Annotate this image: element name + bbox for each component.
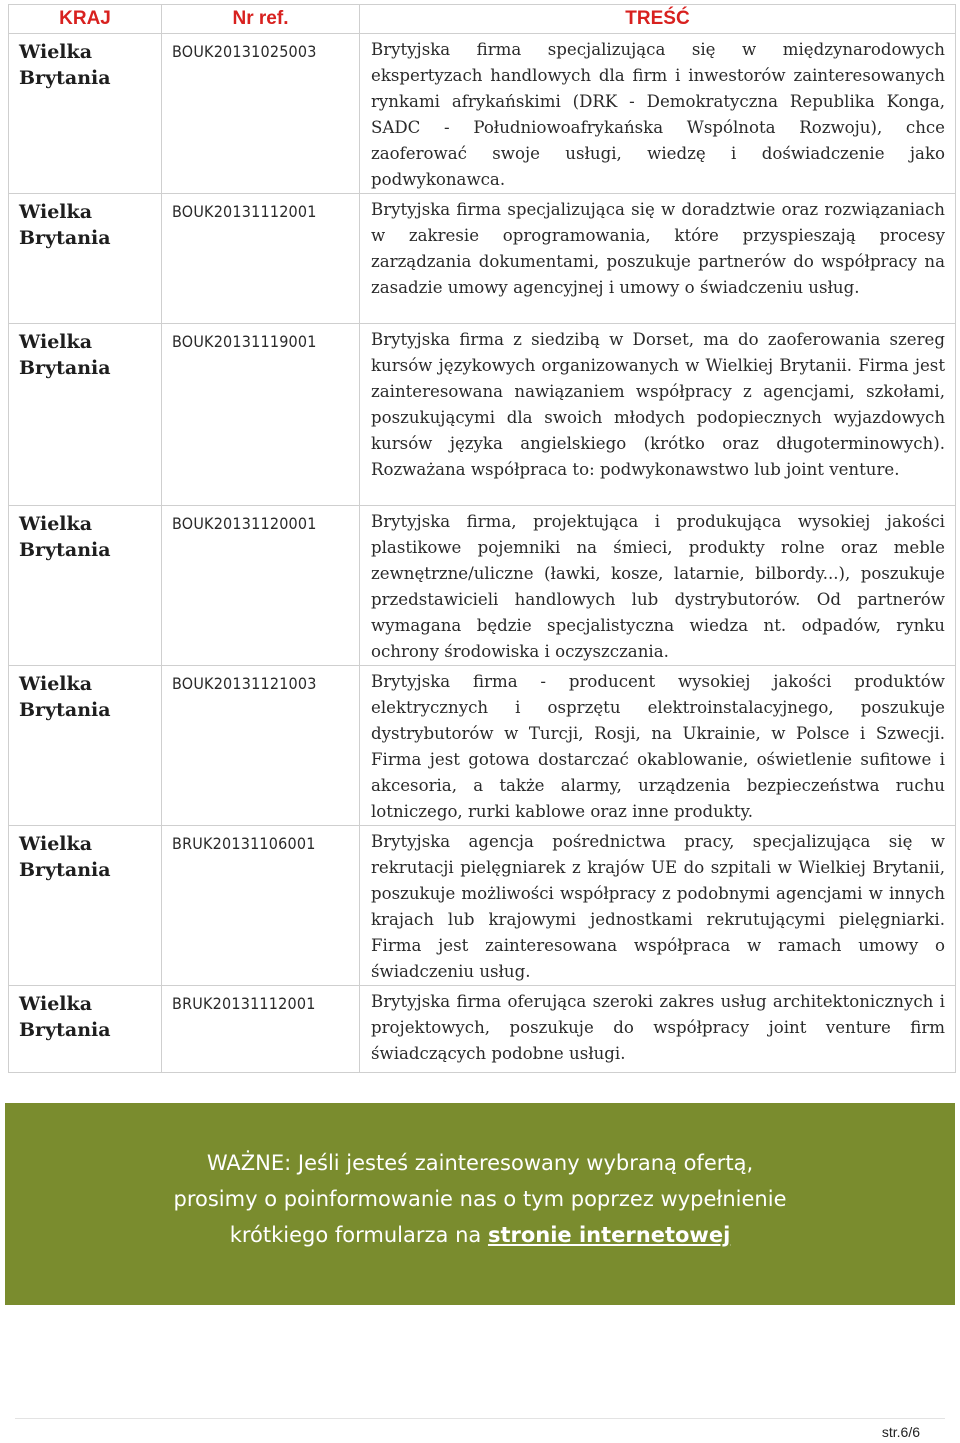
table-row bbox=[9, 506, 956, 666]
ref-cell: BOUK20131120001 bbox=[162, 506, 360, 666]
country-cell: Wielka Brytania bbox=[9, 666, 162, 826]
page-number: str.6/6 bbox=[881, 1424, 920, 1440]
header-ref: Nr ref. bbox=[162, 5, 360, 34]
ref-cell: BRUK20131106001 bbox=[162, 826, 360, 986]
table-row bbox=[9, 666, 956, 826]
country-cell: Wielka Brytania bbox=[9, 506, 162, 666]
banner-text bbox=[5, 1145, 955, 1253]
footer-divider bbox=[15, 1418, 945, 1419]
banner-line-3-prefix: krótkiego formularza na bbox=[229, 1223, 482, 1247]
banner-line-2: prosimy o poinformowanie nas o tym poprzez wypełnienie bbox=[173, 1187, 787, 1211]
header-content: TREŚĆ bbox=[360, 5, 956, 34]
country-cell: Wielka Brytania bbox=[9, 324, 162, 506]
ref-cell: BOUK20131119001 bbox=[162, 324, 360, 506]
table-header-row bbox=[9, 5, 956, 34]
content-cell: Brytyjska firma z siedzibą w Dorset, ma do zaoferowania szereg kursów językowych organizowanych w Wielkiej Brytanii. Firma jest zainteresowana nawiązaniem współpracy z agencjami, szkołami, poszukującymi dla swoich młodych podopiecznych wyjazdowych kursów języka angielskiego (krótko oraz długoterminowych). Rozważana współpraca to: podwykonawstwo lub joint venture. bbox=[360, 324, 956, 506]
table-row bbox=[9, 324, 956, 506]
ref-cell: BOUK20131112001 bbox=[162, 194, 360, 324]
country-cell: Wielka Brytania bbox=[9, 826, 162, 986]
banner-line-3 bbox=[5, 1217, 955, 1253]
info-banner bbox=[5, 1103, 955, 1305]
banner-line-1: WAŻNE: Jeśli jesteś zainteresowany wybraną ofertą, bbox=[206, 1151, 754, 1175]
ref-cell: BOUK20131121003 bbox=[162, 666, 360, 826]
country-cell: Wielka Brytania bbox=[9, 34, 162, 194]
country-cell: Wielka Brytania bbox=[9, 986, 162, 1073]
table-row bbox=[9, 986, 956, 1073]
website-link[interactable]: stronie internetowej bbox=[487, 1223, 731, 1247]
country-cell: Wielka Brytania bbox=[9, 194, 162, 324]
content-cell: Brytyjska firma specjalizująca się w doradztwie oraz rozwiązaniach w zakresie oprogramowania, które przyspieszają procesy zarządzania dokumentami, poszukuje partnerów do współpracy na zasadzie umowy agencyjnej i umowy o świadczeniu usług. bbox=[360, 194, 956, 324]
table-row bbox=[9, 194, 956, 324]
table-row bbox=[9, 826, 956, 986]
ref-cell: BRUK20131112001 bbox=[162, 986, 360, 1073]
ref-cell: BOUK20131025003 bbox=[162, 34, 360, 194]
content-cell: Brytyjska firma - producent wysokiej jakości produktów elektrycznych i osprzętu elektroinstalacyjnego, poszukuje dystrybutorów w Turcji, Rosji, na Ukrainie, w Polsce i Szwecji. Firma jest gotowa dostarczać okablowanie, oświetlenie sufitowe i akcesoria, a także alarmy, urządzenia bezpieczeństwa ruchu lotniczego, rurki kablowe oraz inne produkty. bbox=[360, 666, 956, 826]
table-row bbox=[9, 34, 956, 194]
content-cell: Brytyjska firma specjalizująca się w międzynarodowych ekspertyzach handlowych dla firm i inwestorów zainteresowanych rynkami afrykańskimi (DRK - Demokratyczna Republika Konga, SADC - Południowoafrykańska Wspólnota Rozwoju), chce zaoferować swoje usługi, wiedzę i doświadczenie jako podwykonawca. bbox=[360, 34, 956, 194]
offers-table bbox=[8, 4, 956, 1073]
content-cell: Brytyjska agencja pośrednictwa pracy, specjalizująca się w rekrutacji pielęgniarek z krajów UE do szpitali w Wielkiej Brytanii, poszukuje możliwości współpracy z podobnymi agencjami w innych krajach lub krajowymi jednostkami rekrutującymi pielęgniarki. Firma jest zainteresowana współpraca w ramach umowy o świadczeniu usług. bbox=[360, 826, 956, 986]
header-country: KRAJ bbox=[9, 5, 162, 34]
content-cell: Brytyjska firma oferująca szeroki zakres usług architektonicznych i projektowych, poszukuje do współpracy joint venture firm świadczących podobne usługi. bbox=[360, 986, 956, 1073]
content-cell: Brytyjska firma, projektująca i produkująca wysokiej jakości plastikowe pojemniki na śmieci, produkty rolne oraz meble zewnętrzne/uliczne (ławki, kosze, latarnie, bilbordy...), poszukuje przedstawicieli handlowych lub dystrybutorów. Od partnerów wymagana będzie specjalistyczna wiedza nt. odpadów, rynku ochrony środowiska i oczyszczania. bbox=[360, 506, 956, 666]
